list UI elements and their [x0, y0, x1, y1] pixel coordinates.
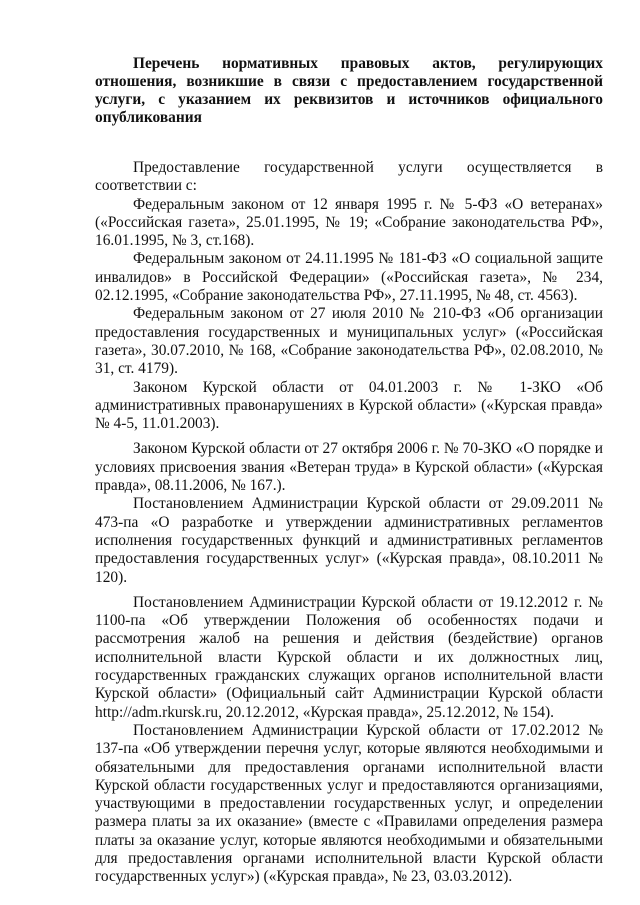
paragraph-law-70zko: Законом Курской области от 27 октября 2006 г. № 70-ЗКО «О порядке и условиях присвоения звания «Ветеран труда» в Курской области» («Курская правда», 08.11.2006, № 167.). [95, 440, 603, 495]
paragraph-resolution-1100pa: Постановлением Администрации Курской области от 19.12.2012 г. № 1100-па «Об утверждении Положения об особенностях подачи и рассмотрения жалоб на решения и действия (бездействие) органов исполнительной власти Курской области и их должностных лиц, государственных гражданских служащих органов исполнительной власти Курской области» (Официальный сайт Администрации Курской области http://adm.rkursk.ru, 20.12.2012, «Курская правда», 25.12.2012, № 154). [95, 593, 603, 721]
document-page [95, 55, 603, 887]
paragraph-law-veterans: Федеральным законом от 12 января 1995 г. № 5-ФЗ «О ветеранах» («Российская газета», 25.01.1995, № 19; «Собрание законодательства РФ», 16.01.1995, № 3, ст.168). [95, 195, 603, 250]
paragraph-law-disabled: Федеральным законом от 24.11.1995 № 181-ФЗ «О социальной защите инвалидов» в Российской Федерации» («Российская газета», № 234, 02.12.1995, «Собрание законодательства РФ», 27.11.1995, № 48, ст. 4563). [95, 250, 603, 305]
paragraph-law-210fz: Федеральным законом от 27 июля 2010 № 210-ФЗ «Об организации предоставления государственных и муниципальных услуг» («Российская газета», 30.07.2010, № 168, «Собрание законодательства РФ», 02.08.2010, № 31, ст. 4179). [95, 305, 603, 378]
paragraph-resolution-473pa: Постановлением Администрации Курской области от 29.09.2011 № 473-па «О разработке и утверждении административных регламентов исполнения государственных функций и административных регламентов предоставления государственных услуг» («Курская правда», 08.10.2011 № 120). [95, 495, 603, 586]
paragraph-intro: Предоставление государственной услуги осуществляется в соответствии с: [95, 159, 603, 195]
paragraph-law-1zko: Законом Курской области от 04.01.2003 г. № 1-ЗКО «Об административных правонарушениях в Курской области» («Курская правда» № 4-5, 11.01.2003). [95, 378, 603, 433]
document-title: Перечень нормативных правовых актов, регулирующих отношения, возникшие в связи с предоставлением государственной услуги, с указанием их реквизитов и источников официального опубликования [95, 55, 603, 126]
paragraph-resolution-137pa: Постановлением Администрации Курской области от 17.02.2012 № 137-па «Об утверждении перечня услуг, которые являются необходимыми и обязательными для предоставления органами исполнительной власти Курской области государственных услуг и предоставляются организациями, участвующими в предоставлении государственных услуг, и определении размера платы за их оказание» (вместе с «Правилами определения размера платы за оказание услуг, которые являются необходимыми и обязательными для предоставления органами исполнительной власти Курской области государственных услуг») («Курская правда», № 23, 03.03.2012). [95, 721, 603, 886]
